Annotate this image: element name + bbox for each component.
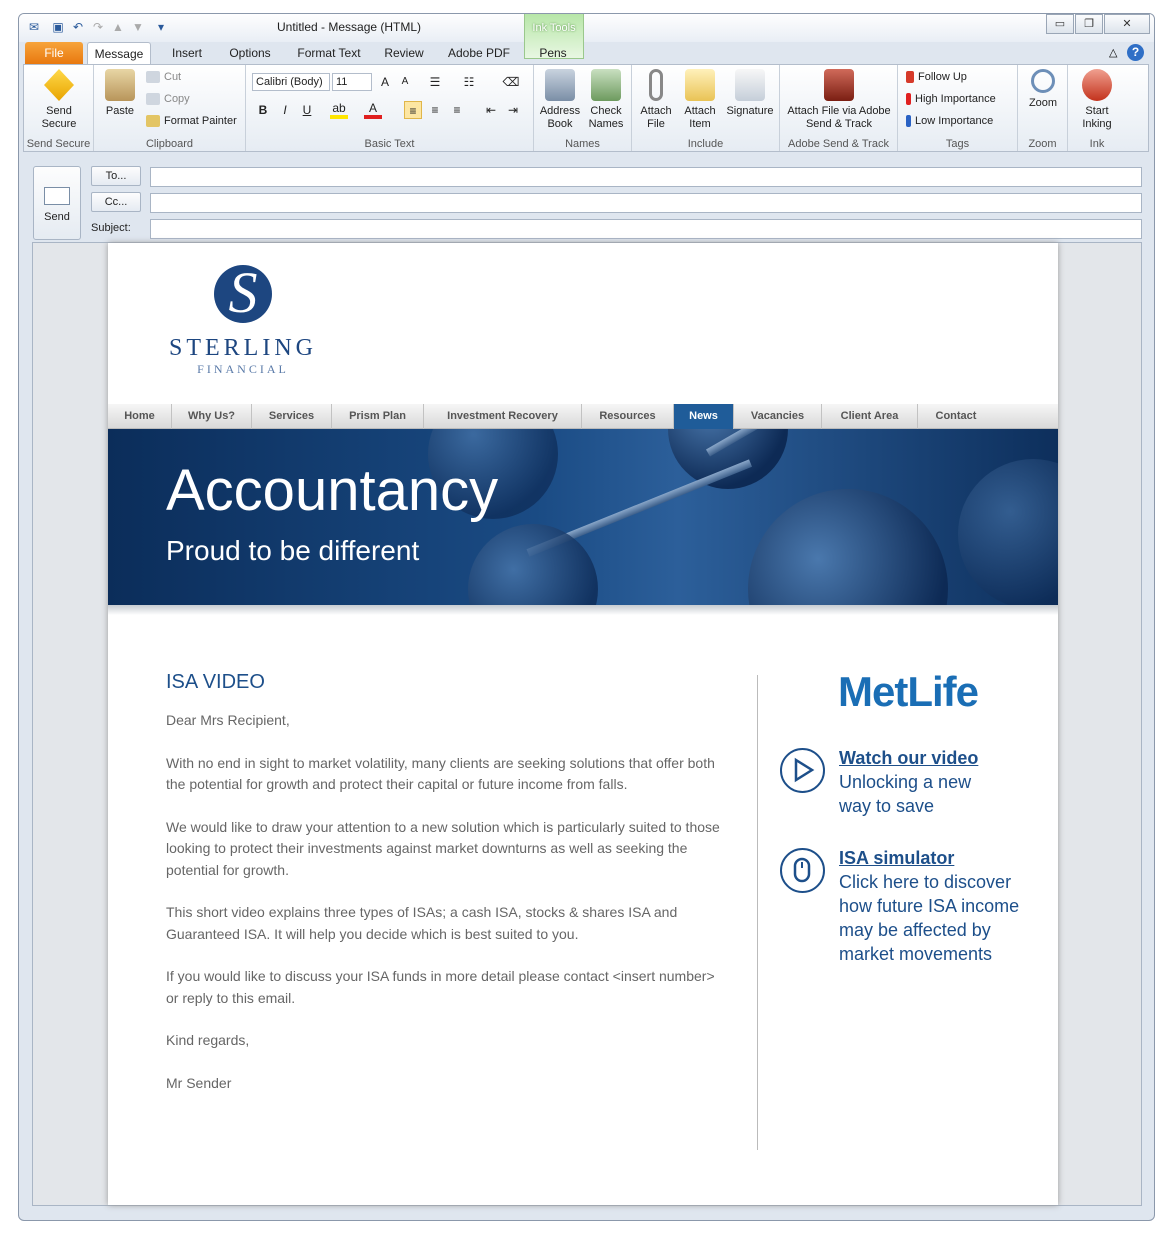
nav-news[interactable]: News — [674, 404, 734, 429]
group-ink: Start Inking Ink — [1068, 65, 1126, 151]
minimize-button[interactable]: ▭ — [1046, 14, 1074, 34]
site-nav — [108, 404, 1058, 429]
email-paragraph: If you would like to discuss your ISA funds in more detail please contact <insert number> or reply to this email. — [166, 968, 715, 1006]
align-right-icon[interactable]: ≡ — [453, 103, 461, 117]
collapse-ribbon-icon[interactable]: △ — [1109, 47, 1118, 59]
group-tags: Follow Up High Importance Low Importance Tags — [898, 65, 1018, 151]
address-book-icon — [545, 69, 575, 101]
attach-file-button[interactable]: Attach File — [634, 69, 678, 131]
redo-icon[interactable]: ↷ — [92, 20, 104, 34]
save-icon[interactable]: ▣ — [52, 20, 64, 34]
ribbon — [23, 64, 1149, 152]
highlight-icon[interactable]: ab — [330, 101, 348, 119]
exclamation-icon — [906, 93, 911, 105]
zoom-button[interactable]: Zoom — [1022, 69, 1064, 110]
customize-qat-icon[interactable]: ▾ — [157, 20, 165, 34]
paste-button[interactable]: Paste — [98, 69, 142, 118]
clear-formatting-icon[interactable]: ⌫ — [502, 75, 520, 89]
tab-adobe-pdf[interactable]: Adobe PDF — [447, 46, 511, 60]
follow-up-button[interactable]: Follow Up — [906, 71, 967, 83]
start-inking-button[interactable]: Start Inking — [1072, 69, 1122, 131]
isa-simulator-link[interactable]: ISA simulator — [839, 848, 955, 868]
group-clipboard: Paste Cut Copy Format Painter Clipboard — [94, 65, 246, 151]
signature-icon — [735, 69, 765, 101]
outlook-message-window — [18, 13, 1155, 1221]
align-left-icon[interactable]: ≡ — [404, 101, 422, 119]
app-icon[interactable]: ✉ — [28, 20, 40, 34]
email-paragraph: We would like to draw your attention to a new solution which is particularly suited to those looking to protect their investments against market downturns as well as seeking the potential for growth. — [166, 818, 720, 878]
font-name-select[interactable]: Calibri (Body) — [252, 73, 330, 91]
tab-options[interactable]: Options — [229, 46, 271, 60]
group-include: Attach File Attach Item Signature Include — [632, 65, 780, 151]
email-main-column — [166, 671, 721, 1115]
send-secure-button[interactable]: Send Secure — [29, 69, 89, 131]
to-field[interactable] — [150, 167, 1142, 187]
high-importance-button[interactable]: High Importance — [906, 93, 996, 105]
close-button[interactable]: ✕ — [1104, 14, 1150, 34]
shrink-font-icon[interactable]: A — [401, 76, 409, 87]
bullets-icon[interactable]: ☰ — [429, 75, 441, 89]
ribbon-tabs — [19, 42, 1154, 64]
watch-video-link[interactable]: Watch our video — [839, 748, 979, 768]
adobe-send-icon — [824, 69, 854, 101]
nav-prism-plan[interactable]: Prism Plan — [332, 404, 424, 429]
isa-simulator-desc: Click here to discover how future ISA income may be affected by market movements — [839, 872, 1020, 964]
tab-message[interactable]: Message — [87, 42, 151, 64]
to-button[interactable]: To... — [91, 166, 141, 186]
tab-format-text[interactable]: Format Text — [297, 46, 361, 60]
send-button[interactable]: Send — [33, 166, 81, 240]
address-book-button[interactable]: Address Book — [538, 69, 582, 131]
nav-home[interactable]: Home — [108, 404, 172, 429]
banner-sphere — [958, 459, 1058, 605]
grow-font-icon[interactable]: A — [380, 75, 389, 89]
email-signoff: Kind regards, — [166, 1032, 250, 1048]
attach-item-button[interactable]: Attach Item — [678, 69, 722, 131]
email-heading: ISA VIDEO — [166, 671, 265, 693]
subject-field[interactable] — [150, 219, 1142, 239]
tab-file[interactable]: File — [25, 42, 83, 64]
column-divider — [757, 675, 758, 1150]
group-names: Address Book Check Names Names — [534, 65, 632, 151]
envelope-icon — [685, 69, 715, 101]
watch-video-desc: Unlocking a new way to save — [839, 772, 972, 816]
nav-contact[interactable]: Contact — [935, 410, 977, 422]
cc-button[interactable]: Cc... — [91, 192, 141, 212]
increase-indent-icon[interactable]: ⇥ — [507, 103, 519, 117]
message-header — [19, 156, 1154, 246]
tab-insert[interactable]: Insert — [171, 46, 202, 60]
down-arrow-icon — [906, 115, 911, 127]
underline-icon[interactable]: U — [302, 103, 312, 117]
align-center-icon[interactable]: ≡ — [431, 103, 439, 117]
check-names-button[interactable]: Check Names — [584, 69, 628, 131]
previous-icon[interactable]: ▲ — [112, 20, 124, 34]
send-envelope-icon — [44, 187, 70, 205]
banner-title: Accountancy — [166, 458, 499, 523]
attach-adobe-button[interactable]: Attach File via Adobe Send & Track — [784, 69, 894, 131]
email-content — [108, 243, 1058, 1205]
magnifier-icon — [1031, 69, 1055, 93]
cut-button[interactable]: Cut — [146, 71, 181, 83]
hero-banner — [108, 429, 1058, 605]
sterling-logo: S STERLING FINANCIAL — [169, 265, 317, 376]
email-paragraph: This short video explains three types of ISAs; a cash ISA, stocks & shares ISA and Guaranteed ISA. It will help you decide which is best suited to you. — [166, 904, 678, 942]
banner-divider — [108, 605, 1058, 615]
restore-button[interactable]: ❐ — [1075, 14, 1103, 34]
copy-button[interactable]: Copy — [146, 93, 190, 105]
signature-button[interactable]: Signature — [722, 69, 778, 118]
low-importance-button[interactable]: Low Importance — [906, 115, 993, 127]
pen-icon — [1082, 69, 1112, 101]
nav-resources[interactable]: Resources — [582, 404, 674, 429]
play-icon — [780, 748, 825, 793]
message-body-area[interactable] — [32, 242, 1142, 1206]
title-bar — [19, 14, 1154, 42]
subject-label: Subject: — [91, 222, 131, 234]
metlife-logo: MetLife — [838, 668, 978, 715]
undo-icon[interactable]: ↶ — [72, 20, 84, 34]
group-basic-text: Calibri (Body) 11 A A ☰ ☷ ⌫ B I U ab A ≡ ≡ ≡ ⇤ ⇥ Basic Text — [246, 65, 534, 151]
font-size-select[interactable]: 11 — [332, 73, 372, 91]
nav-services[interactable]: Services — [252, 404, 332, 429]
ink-tools-context: Ink Tools — [524, 14, 584, 59]
paperclip-icon — [649, 69, 663, 101]
cc-field[interactable] — [150, 193, 1142, 213]
tab-pens[interactable]: Pens — [539, 46, 567, 60]
group-zoom: Zoom Zoom — [1018, 65, 1068, 151]
next-icon[interactable]: ▼ — [132, 20, 144, 34]
help-icon[interactable]: ? — [1127, 44, 1144, 61]
clipboard-icon — [105, 69, 135, 101]
mouse-icon — [780, 848, 825, 893]
nav-why-us[interactable]: Why Us? — [172, 404, 252, 429]
nav-vacancies[interactable]: Vacancies — [734, 404, 822, 429]
bold-icon[interactable]: B — [258, 103, 268, 117]
numbering-icon[interactable]: ☷ — [463, 75, 475, 89]
warning-icon — [44, 69, 74, 101]
check-names-icon — [591, 69, 621, 101]
group-adobe-send-track: Attach File via Adobe Send & Track Adobe Send & Track — [780, 65, 898, 151]
nav-investment-recovery[interactable]: Investment Recovery — [424, 404, 582, 429]
nav-client-area[interactable]: Client Area — [822, 404, 918, 429]
banner-sphere — [748, 489, 948, 605]
copy-icon — [146, 93, 160, 105]
email-sender: Mr Sender — [166, 1074, 232, 1091]
italic-icon[interactable]: I — [283, 103, 287, 117]
decrease-indent-icon[interactable]: ⇤ — [485, 103, 497, 117]
email-greeting: Dear Mrs Recipient, — [166, 712, 290, 728]
tab-review[interactable]: Review — [384, 46, 424, 60]
format-painter-button[interactable]: Format Painter — [146, 115, 237, 127]
banner-subtitle: Proud to be different — [166, 535, 420, 566]
font-color-icon[interactable]: A — [364, 101, 382, 119]
logo-mark: S — [214, 265, 272, 323]
group-send-secure: Send Secure Send Secure — [24, 65, 94, 151]
scissors-icon — [146, 71, 160, 83]
flag-icon — [906, 71, 914, 83]
brush-icon — [146, 115, 160, 127]
email-paragraph: With no end in sight to market volatility, many clients are seeking solutions that offer both the potential for growth and protect their capital or future income from falls. — [166, 754, 715, 792]
window-title: Untitled - Message (HTML) — [277, 20, 422, 34]
